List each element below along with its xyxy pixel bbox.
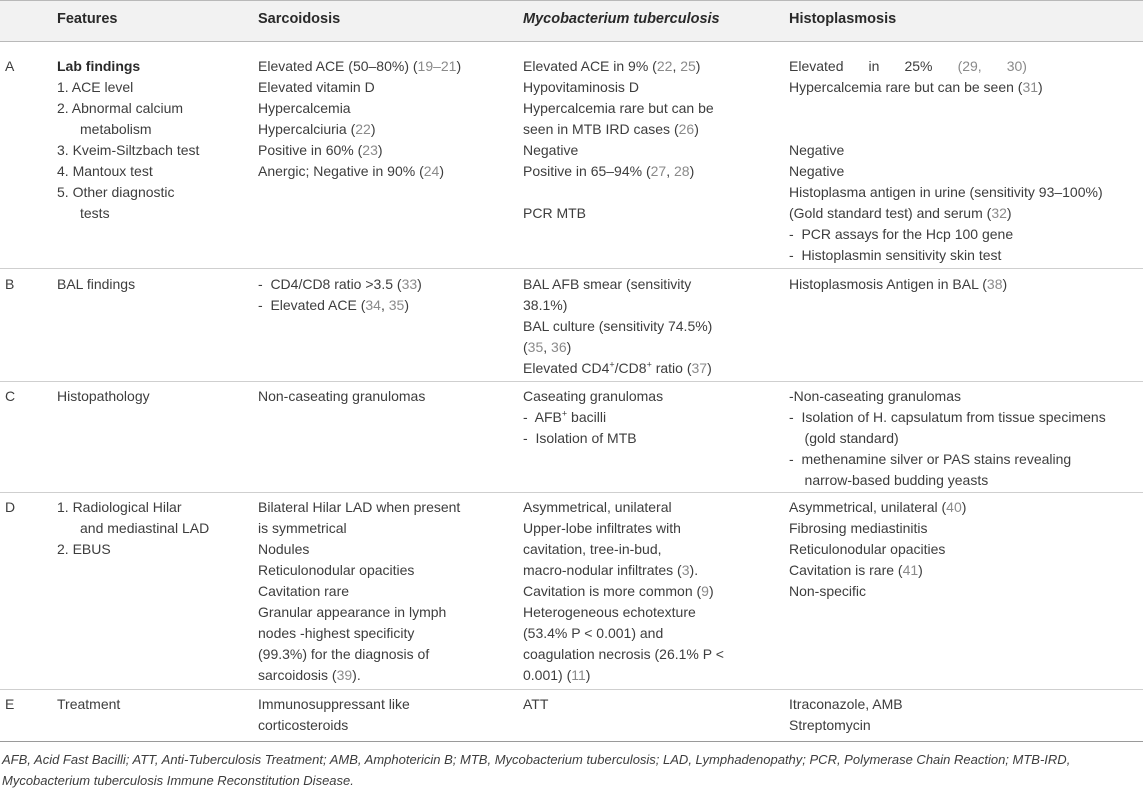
mtb-cell-line [523, 98, 714, 118]
text-segment: Nodules [258, 541, 310, 557]
histo-cell-line [789, 245, 1001, 265]
text-segment: - methenamine silver or PAS stains revealing [789, 451, 1072, 467]
histo-cell-line [789, 274, 1007, 294]
histo-cell-line [789, 581, 866, 601]
text-segment: 0.001) ( [523, 667, 572, 683]
mtb-cell-line [523, 644, 724, 664]
text-segment: < [711, 646, 724, 662]
feature-text: 4. Mantoux test [57, 163, 153, 179]
superscript: + [609, 359, 615, 370]
footnote-line: Mycobacterium tuberculosis Immune Reconstitution Disease. [2, 773, 354, 788]
italic-text: P [702, 646, 712, 662]
text-segment: cavitation, tree-in-bud, [523, 541, 662, 557]
citation: 26 [678, 121, 695, 137]
sarc-cell-line [258, 539, 309, 559]
mtb-cell-line [523, 316, 712, 336]
row-letter-d: D [5, 499, 16, 515]
histo-cell-line [789, 428, 899, 448]
text-segment: BAL culture (sensitivity 74.5%) [523, 318, 713, 334]
superscript: + [561, 408, 568, 419]
sarc-cell-line [258, 161, 444, 181]
histo-justified-line [789, 56, 1027, 76]
text-segment: PCR MTB [523, 205, 586, 221]
histo-cell-line [789, 224, 1013, 244]
text-segment: - Isolation of MTB [523, 430, 637, 446]
text-segment: Upper-lobe infiltrates with [523, 520, 681, 536]
citation: 35 [527, 339, 544, 355]
feature-text: tests [80, 205, 110, 221]
citation: 30) [1006, 58, 1027, 74]
text-segment: nodes -highest specificity [258, 625, 415, 641]
citation: 31 [1022, 79, 1039, 95]
mtb-cell-line [523, 140, 578, 160]
text-segment: (Gold standard test) and serum ( [789, 205, 992, 221]
mtb-cell-line [523, 602, 696, 622]
feature-text: 2. Abnormal calcium [57, 100, 184, 116]
text-segment: Asymmetrical, unilateral ( [789, 499, 947, 515]
citation: 11 [571, 667, 586, 683]
feature-text: 2. EBUS [57, 541, 111, 557]
text-segment: ) [585, 667, 591, 683]
citation: 27 [650, 163, 667, 179]
sarc-cell-line [258, 560, 414, 580]
text-segment: Immunosuppressant like [258, 696, 410, 712]
sarc-cell-line [258, 497, 460, 517]
citation: (29, [957, 58, 982, 74]
text-segment: - AFB [523, 409, 562, 425]
text-segment: ATT [523, 696, 549, 712]
text-segment: ) [694, 121, 699, 137]
text-segment: Elevated vitamin D [258, 79, 375, 95]
mtb-cell-line [523, 337, 571, 357]
word: in [868, 58, 880, 74]
histo-cell-line [789, 560, 923, 580]
mtb-cell-line [523, 203, 586, 223]
citation: 38 [986, 276, 1003, 292]
histo-cell-line [789, 161, 844, 181]
histo-cell-line [789, 497, 966, 517]
row-letter-e: E [5, 696, 15, 712]
feature-text: Treatment [57, 696, 121, 712]
text-segment: (53.4% [523, 625, 572, 641]
mtb-cell-line [523, 560, 698, 580]
text-segment: ) [404, 297, 409, 313]
citation: 33 [401, 276, 418, 292]
citation: 3 [681, 562, 690, 578]
text-segment: ) [1002, 276, 1008, 292]
row-divider [0, 492, 1143, 493]
header-mtb: Mycobacterium tuberculosis [523, 11, 720, 27]
sarc-cell-line [258, 581, 349, 601]
mtb-cell-line [523, 119, 699, 139]
sarc-cell-line [258, 644, 429, 664]
sarc-cell-line [258, 694, 410, 714]
text-segment: Positive in 65–94% ( [523, 163, 651, 179]
row-letter-a: A [5, 58, 15, 74]
histo-cell-line [789, 140, 844, 160]
text-segment: ) [456, 58, 462, 74]
citation: 24 [423, 163, 440, 179]
text-segment: (gold standard) [789, 430, 899, 446]
mtb-cell-line [523, 274, 691, 294]
text-segment: Hypercalcemia [258, 100, 351, 116]
text-segment: (99.3%) for the diagnosis of [258, 646, 430, 662]
header-histoplasmosis: Histoplasmosis [789, 11, 897, 27]
text-segment: BAL AFB smear (sensitivity [523, 276, 692, 292]
mtb-cell-line [523, 665, 590, 685]
citation: 39 [336, 667, 353, 683]
superscript: + [646, 359, 652, 370]
row-divider [0, 381, 1143, 382]
text-segment: ) [566, 339, 572, 355]
text-segment: ). [352, 667, 361, 683]
text-segment: is symmetrical [258, 520, 347, 536]
text-segment: Negative [523, 142, 579, 158]
mtb-cell-line [523, 539, 662, 559]
text-segment: -Non-caseating granulomas [789, 388, 961, 404]
citation: 34 [365, 297, 381, 313]
sarc-cell-line [258, 274, 422, 294]
text-segment: ( [523, 339, 528, 355]
mtb-cell-line [523, 694, 548, 714]
text-segment: - Elevated ACE ( [258, 297, 366, 313]
text-segment: Positive in 60% ( [258, 142, 363, 158]
mtb-cell-line [523, 295, 567, 315]
sarc-cell-line [258, 119, 376, 139]
text-segment: Cavitation rare [258, 583, 350, 599]
row-letter-b: B [5, 276, 15, 292]
feature-text: 1. ACE level [57, 79, 134, 95]
mtb-cell-line [523, 428, 637, 448]
feature-text: Histopathology [57, 388, 150, 404]
text-segment: , [666, 163, 674, 179]
text-segment: , [543, 339, 552, 355]
sarc-cell-line [258, 140, 383, 160]
histo-cell-line [789, 694, 903, 714]
text-segment: Histoplasmosis Antigen in BAL ( [789, 276, 987, 292]
row-divider [0, 268, 1143, 269]
sarc-cell-line [258, 623, 414, 643]
citation: 41 [902, 562, 919, 578]
italic-text: P [571, 625, 581, 641]
text-segment: Negative [789, 163, 845, 179]
header-sarcoidosis: Sarcoidosis [258, 11, 341, 27]
footnote-line: AFB, Acid Fast Bacilli; ATT, Anti-Tuberculosis Treatment; AMB, Amphotericin B; MTB, Mycobacterium tuberculosis; LAD, Lymphadenopathy; PCR, Polymerase Chain Reaction; MTB-IRD, [2, 752, 1071, 767]
text-segment: ) [961, 499, 967, 515]
text-segment: , [380, 297, 389, 313]
text-segment: Caseating granulomas [523, 388, 664, 404]
mtb-cell-line [523, 358, 712, 378]
citation: 22 [355, 121, 371, 137]
histo-cell-line [789, 518, 928, 538]
text-segment: Fibrosing mediastinitis [789, 520, 928, 536]
sarc-cell-line [258, 77, 375, 97]
text-segment: - PCR assays for the Hcp 100 gene [789, 226, 1014, 242]
sarc-cell-line [258, 295, 409, 315]
mtb-cell-line [523, 386, 663, 406]
italic-text: H. capsulatum [873, 409, 963, 425]
header-features: Features [57, 11, 118, 27]
sarc-cell-line [258, 386, 425, 406]
text-segment: ) [1006, 205, 1012, 221]
text-segment: Anergic; Negative in 90% ( [258, 163, 424, 179]
sarc-cell-line [258, 665, 361, 685]
mtb-cell-line [523, 623, 663, 643]
text-segment: Hypercalcemia rare but can be [523, 100, 714, 116]
histo-cell-line [789, 539, 945, 559]
text-segment: ) [689, 163, 695, 179]
text-segment: Heterogeneous echotexture [523, 604, 696, 620]
citation: 32 [991, 205, 1007, 221]
histo-cell-line [789, 77, 1043, 97]
sarc-cell-line [258, 715, 348, 735]
mtb-cell-line [523, 161, 694, 181]
citation: 28 [674, 163, 690, 179]
text-segment: ) [439, 163, 445, 179]
text-segment: ) [695, 58, 701, 74]
feature-text: and mediastinal LAD [80, 520, 210, 536]
text-segment: ) [370, 121, 376, 137]
text-segment: Cavitation is more common ( [523, 583, 702, 599]
histo-cell-line [789, 715, 871, 735]
text-segment: ). [689, 562, 699, 578]
histo-cell-line [789, 449, 1071, 469]
text-segment: Granular appearance in lymph [258, 604, 447, 620]
text-segment: Hypercalciuria ( [258, 121, 356, 137]
text-segment: - Histoplasmin sensitivity skin test [789, 247, 1002, 263]
text-segment: ) [377, 142, 383, 158]
row-letter-c: C [5, 388, 16, 404]
text-segment: Cavitation is rare ( [789, 562, 903, 578]
histo-cell-line [789, 386, 961, 406]
text-segment: Asymmetrical, unilateral [523, 499, 672, 515]
text-segment: seen in MTB IRD cases ( [523, 121, 679, 137]
text-segment: 38.1%) [523, 297, 568, 313]
mtb-cell-line [523, 581, 714, 601]
text-segment: Elevated ACE (50–80%) ( [258, 58, 418, 74]
citation: 19–21 [417, 58, 457, 74]
mtb-cell-line [523, 497, 672, 517]
word: Elevated [789, 58, 844, 74]
mtb-cell-line [523, 518, 681, 538]
text-segment: Bilateral Hilar LAD when present [258, 499, 461, 515]
text-segment: bacilli [567, 409, 607, 425]
sarc-cell-line [258, 98, 351, 118]
text-segment: Hypovitaminosis D [523, 79, 639, 95]
mtb-cell-line [523, 56, 700, 76]
feature-text: 1. Radiological Hilar [57, 499, 182, 515]
feature-text: 3. Kveim-Siltzbach test [57, 142, 200, 158]
text-segment: ) [417, 276, 422, 292]
text-segment: corticosteroids [258, 717, 349, 733]
histo-cell-line [789, 407, 1106, 427]
text-segment: Elevated CD4 [523, 360, 610, 376]
sarc-cell-line [258, 518, 347, 538]
text-segment: Itraconazole, AMB [789, 696, 903, 712]
histo-cell-line [789, 182, 1103, 202]
feature-text: metabolism [80, 121, 152, 137]
histo-cell-line [789, 470, 988, 490]
text-segment: < 0.001) and [580, 625, 664, 641]
sarc-cell-line [258, 56, 461, 76]
text-segment: Reticulonodular opacities [789, 541, 946, 557]
text-segment: narrow-based budding yeasts [789, 472, 989, 488]
mtb-cell-line [523, 77, 639, 97]
text-segment: ) [708, 583, 714, 599]
text-segment: ) [1038, 79, 1043, 95]
text-segment: /CD8 [614, 360, 647, 376]
citation: 35 [388, 297, 405, 313]
text-segment: - CD4/CD8 ratio >3.5 ( [258, 276, 402, 292]
citation: 37 [691, 360, 708, 376]
text-segment: - Isolation of [789, 409, 874, 425]
text-segment: Non-caseating granulomas [258, 388, 426, 404]
row-divider [0, 689, 1143, 690]
citation: 22 [656, 58, 673, 74]
text-segment: Reticulonodular opacities [258, 562, 415, 578]
text-segment: Streptomycin [789, 717, 871, 733]
text-segment: sarcoidosis ( [258, 667, 337, 683]
citation: 23 [362, 142, 378, 158]
sarc-cell-line [258, 602, 446, 622]
citation: 36 [551, 339, 567, 355]
citation: 40 [946, 499, 962, 515]
text-segment: from tissue specimens [962, 409, 1106, 425]
word: 25% [904, 58, 933, 74]
text-segment: Histoplasma antigen in urine (sensitivity 93–100%) [789, 184, 1103, 200]
mtb-cell-line [523, 407, 606, 427]
feature-text: BAL findings [57, 276, 136, 292]
text-segment: ) [707, 360, 712, 376]
citation: 9 [701, 583, 709, 599]
text-segment: coagulation necrosis (26.1% [523, 646, 703, 662]
text-segment: Negative [789, 142, 845, 158]
text-segment: , [672, 58, 681, 74]
text-segment: ratio ( [651, 360, 692, 376]
feature-text: 5. Other diagnostic [57, 184, 175, 200]
text-segment: Hypercalcemia rare but can be seen ( [789, 79, 1023, 95]
table-footnote [2, 749, 1141, 791]
text-segment: Non-specific [789, 583, 867, 599]
feature-text: Lab findings [57, 58, 141, 74]
text-segment: ) [918, 562, 923, 578]
table-bottom-rule [0, 741, 1143, 742]
text-segment: macro-nodular infiltrates ( [523, 562, 682, 578]
citation: 25 [680, 58, 696, 74]
text-segment: Elevated ACE in 9% ( [523, 58, 657, 74]
histo-cell-line [789, 203, 1012, 223]
